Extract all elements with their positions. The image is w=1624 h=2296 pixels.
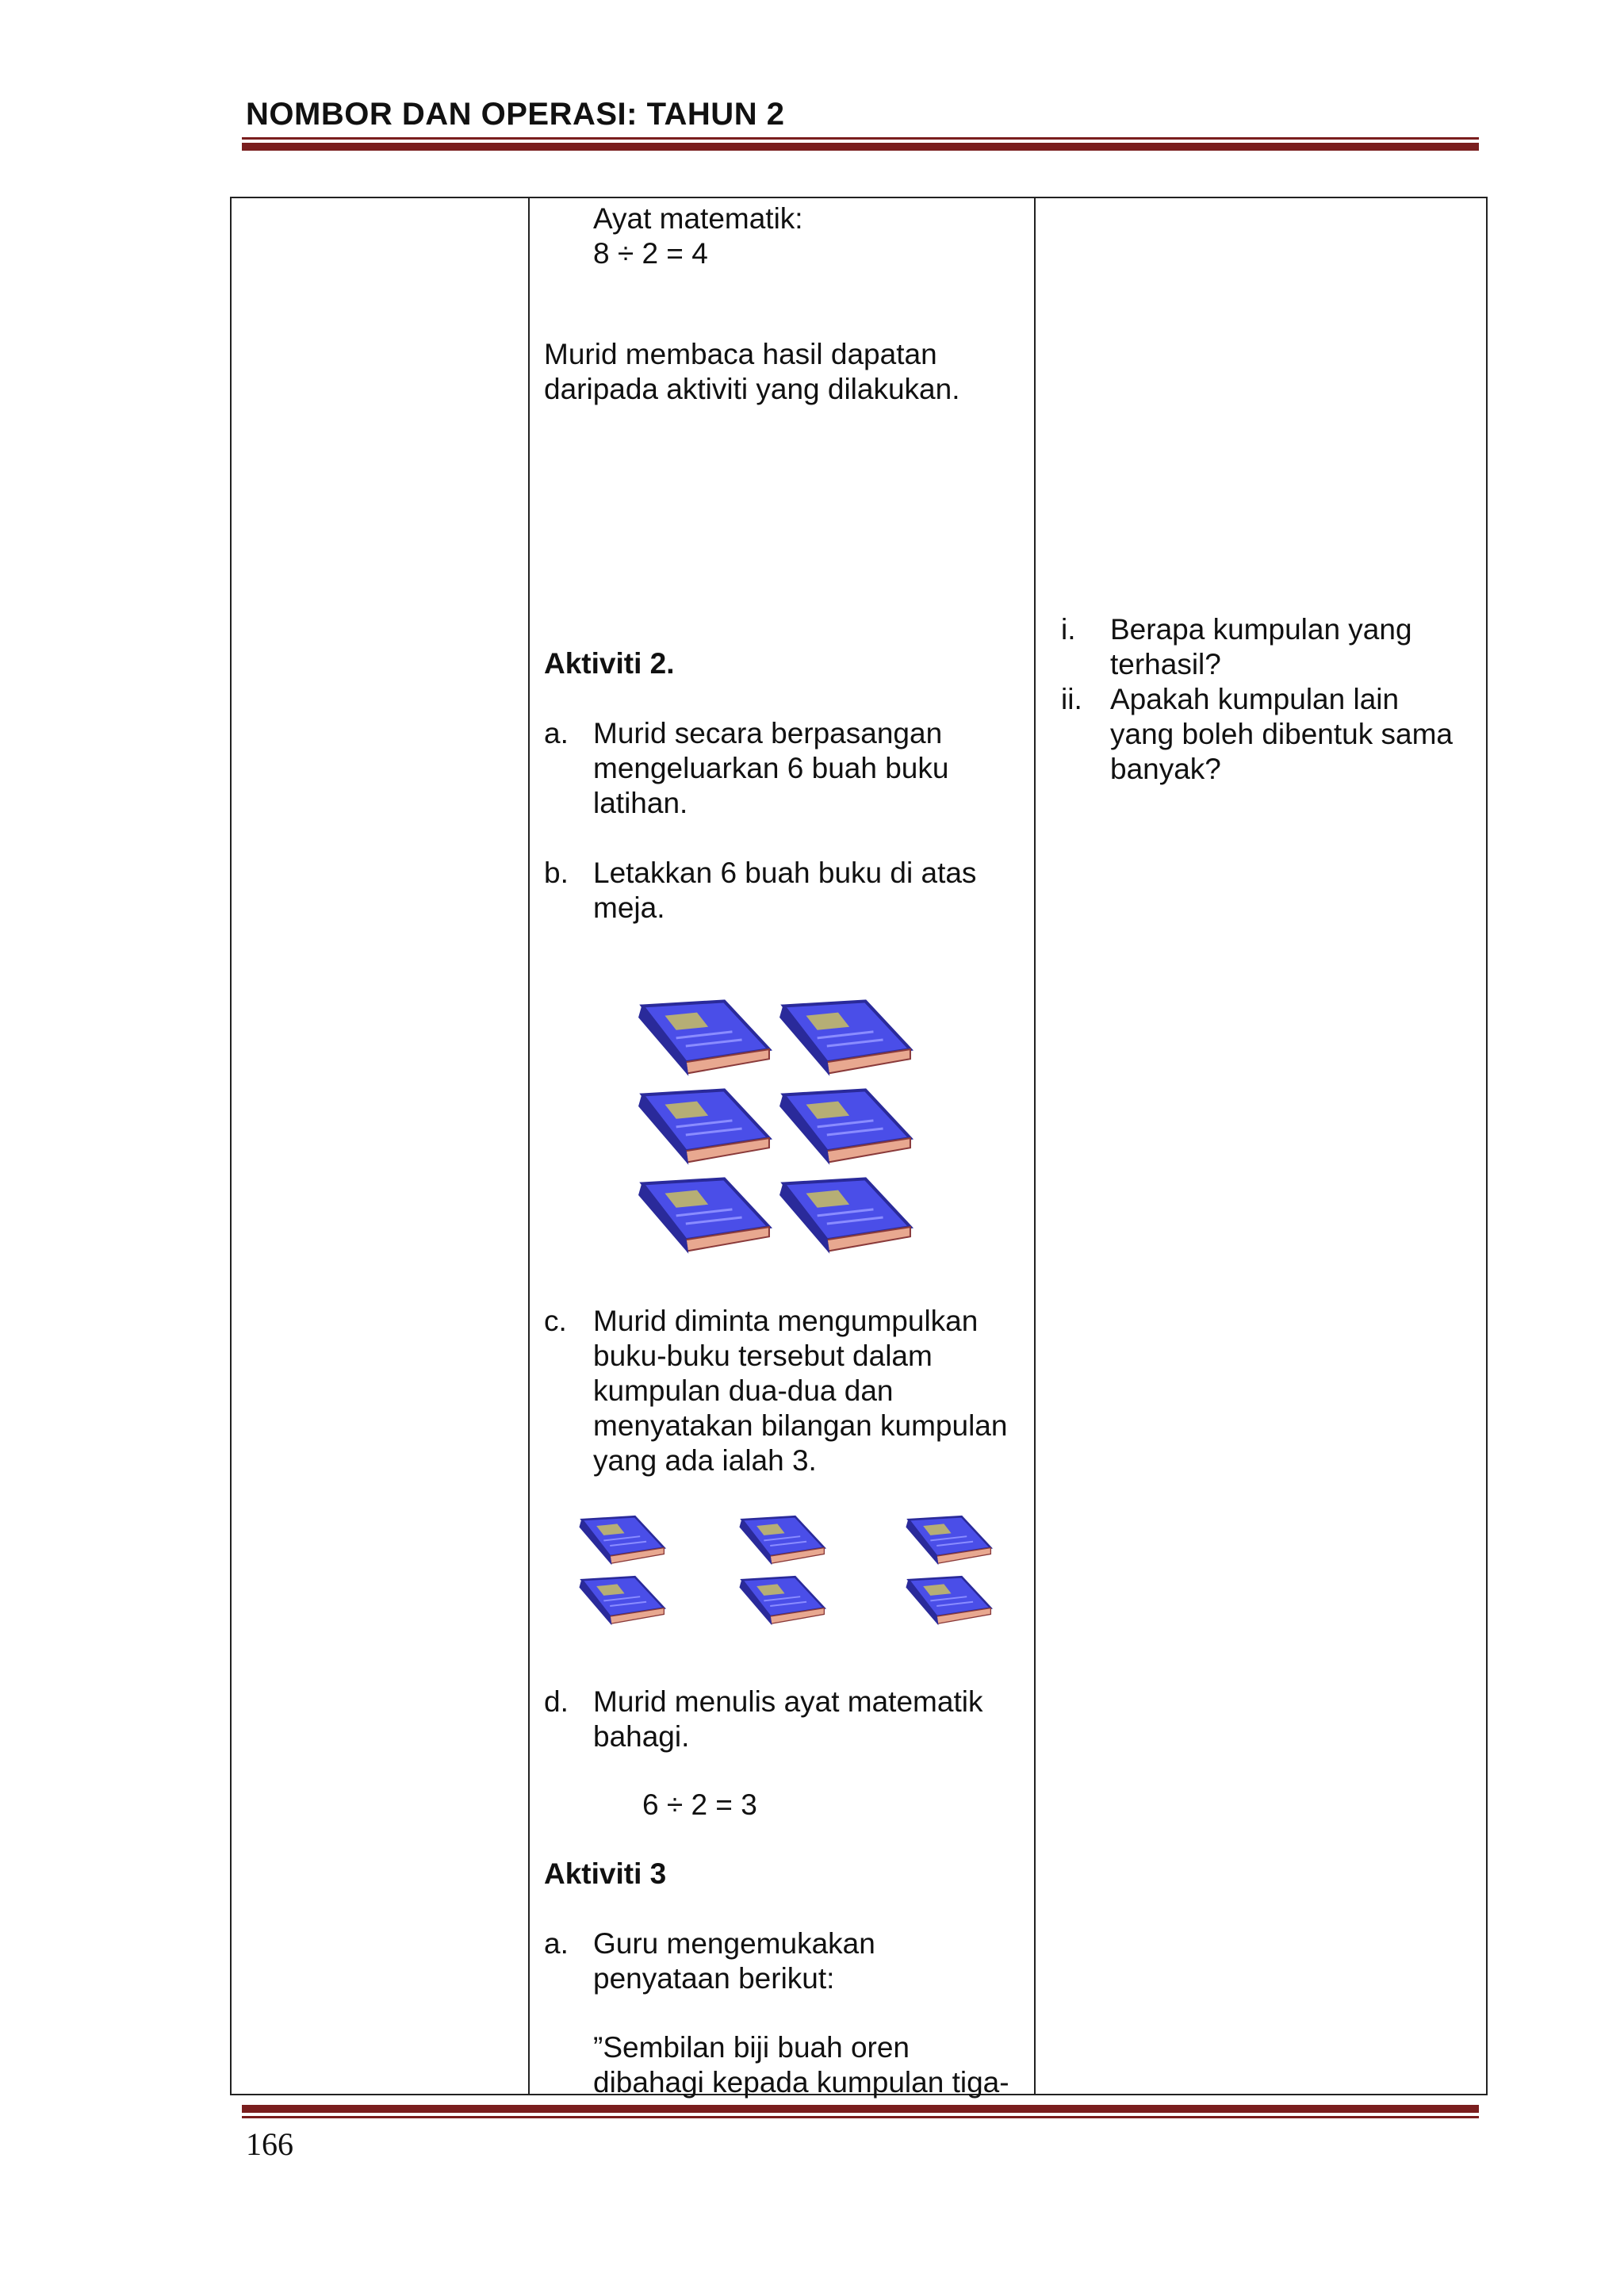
book-icon (573, 1515, 666, 1577)
item-a-line-2: mengeluarkan 6 buah buku (593, 752, 949, 784)
quote-line-2: dibahagi kepada kumpulan tiga- (593, 2066, 1009, 2099)
item-a-marker: a. (544, 717, 569, 749)
item-c-line-1: Murid diminta mengumpulkan (593, 1305, 979, 1337)
item-a-line-1: Murid secara berpasangan (593, 717, 943, 749)
aktiviti-3-title: Aktiviti 3 (544, 1857, 667, 1890)
header-rule (242, 137, 1479, 151)
item-a-line-3: latihan. (593, 787, 688, 819)
book-icon (733, 1575, 826, 1638)
book-icon (573, 1575, 666, 1638)
aktiviti-2-title: Aktiviti 2. (544, 647, 675, 680)
item-c-marker: c. (544, 1305, 567, 1337)
question-ii-marker: ii. (1061, 683, 1082, 715)
item-b-line-2: meja. (593, 891, 665, 924)
book-icon (769, 999, 914, 1092)
item-3a-line-1: Guru mengemukakan (593, 1927, 875, 1960)
book-icon (899, 1515, 993, 1577)
item-c-line-4: menyatakan bilangan kumpulan (593, 1409, 1008, 1442)
lesson-table (230, 197, 1488, 2099)
item-3a-line-2: penyataan berikut: (593, 1962, 835, 1995)
item-b-marker: b. (544, 857, 569, 889)
item-b-line-1: Letakkan 6 buah buku di atas (593, 857, 977, 889)
murid-membaca-line-1: Murid membaca hasil dapatan (544, 338, 937, 370)
ayat-label: Ayat matematik: (593, 202, 803, 235)
grouped-books-image (573, 1515, 1017, 1642)
question-i-marker: i. (1061, 613, 1076, 646)
question-i-line-2: terhasil? (1110, 648, 1221, 680)
page-number: 166 (246, 2126, 293, 2162)
footer-rule (242, 2105, 1479, 2118)
page-header-title: NOMBOR DAN OPERASI: TAHUN 2 (246, 97, 785, 132)
ayat-equation: 8 ÷ 2 = 4 (593, 237, 708, 270)
book-icon (628, 999, 772, 1092)
question-ii-line-3: banyak? (1110, 753, 1221, 785)
book-icon (628, 1088, 772, 1181)
item-c-line-5: yang ada ialah 3. (593, 1444, 817, 1477)
book-icon (769, 1177, 914, 1270)
question-i-line-1: Berapa kumpulan yang (1110, 613, 1412, 646)
book-icon (899, 1575, 993, 1638)
item-d-line-1: Murid menulis ayat matematik (593, 1685, 983, 1718)
column-divider-2 (1034, 198, 1036, 2094)
column-divider-1 (528, 198, 530, 2094)
book-icon (628, 1177, 772, 1270)
item-c-line-2: buku-buku tersebut dalam (593, 1340, 933, 1372)
equation-d: 6 ÷ 2 = 3 (642, 1788, 757, 1821)
item-c-line-3: kumpulan dua-dua dan (593, 1374, 894, 1407)
item-3a-marker: a. (544, 1927, 569, 1960)
question-ii-line-2: yang boleh dibentuk sama (1110, 718, 1453, 750)
murid-membaca-line-2: daripada aktiviti yang dilakukan. (544, 373, 960, 405)
question-ii-line-1: Apakah kumpulan lain (1110, 683, 1400, 715)
item-d-marker: d. (544, 1685, 569, 1718)
book-icon (769, 1088, 914, 1181)
item-d-line-2: bahagi. (593, 1720, 690, 1753)
quote-line-1: ”Sembilan biji buah oren (593, 2031, 910, 2064)
six-books-image (628, 999, 914, 1269)
book-icon (733, 1515, 826, 1577)
